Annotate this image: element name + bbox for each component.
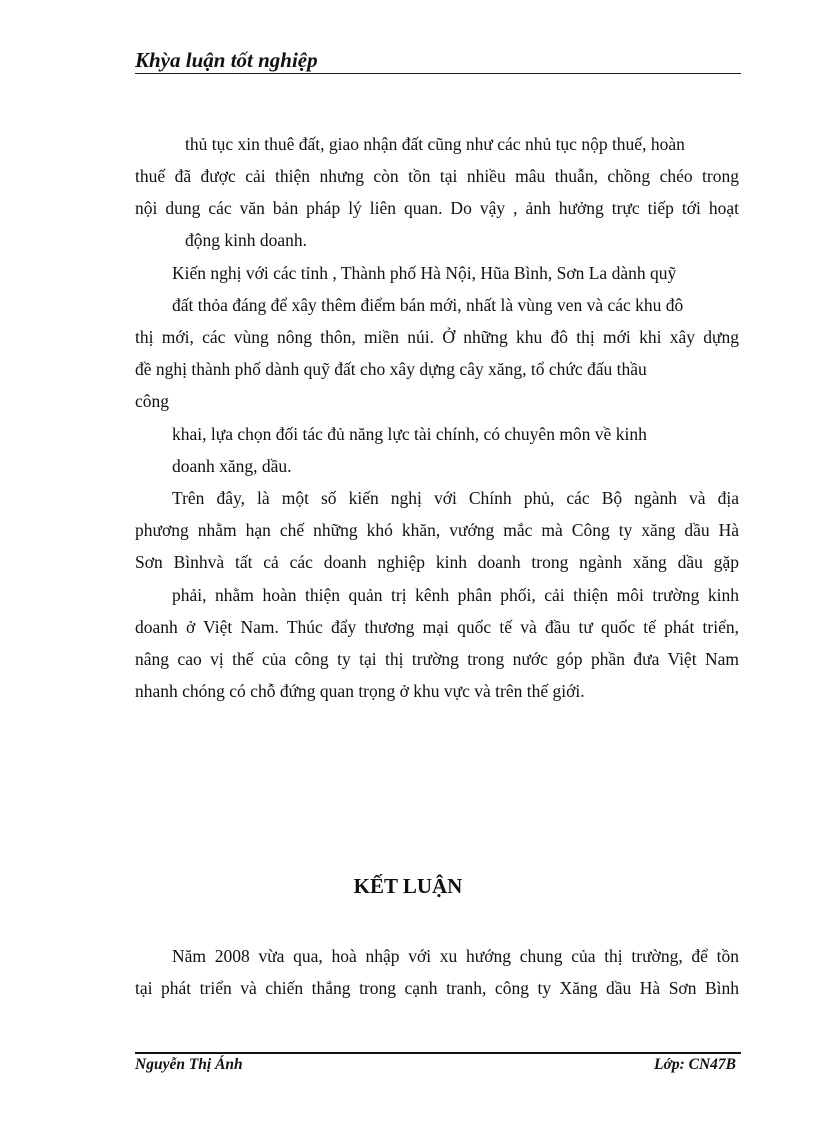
text-line: Năm 2008 vừa qua, hoà nhập với xu hướng chung của thị trường, để tồn xyxy=(172,946,739,966)
footer-divider xyxy=(135,1052,741,1054)
text-line: phải, nhằm hoàn thiện quản trị kênh phân phối, cải thiện môi trường kinh xyxy=(172,585,739,605)
text-line: doanh xăng, dầu. xyxy=(172,456,292,476)
text-line: tại phát triển và chiến thắng trong cạnh tranh, công ty Xăng dầu Hà Sơn Bình xyxy=(135,978,739,998)
footer-class: Lớp: CN47B xyxy=(654,1056,736,1073)
text-line: phương nhằm hạn chế những khó khăn, vướng mắc mà Công ty xăng dầu Hà xyxy=(135,520,739,540)
text-line: khai, lựa chọn đối tác đủ năng lực tài chính, có chuyên môn về kinh xyxy=(172,424,647,444)
page-header-title: Khỳa luận tốt nghiệp xyxy=(135,48,318,72)
text-line: thủ tục xin thuê đất, giao nhận đất cũng như các nhủ tục nộp thuế, hoàn xyxy=(185,134,685,154)
text-line: thuế đã được cải thiện nhưng còn tồn tại nhiều mâu thuẫn, chồng chéo trong xyxy=(135,166,739,186)
text-line: Trên đây, là một số kiến nghị với Chính phủ, các Bộ ngành và địa xyxy=(172,488,739,508)
text-line: Sơn Bìnhvà tất cả các doanh nghiệp kinh doanh trong ngành xăng dầu gặp xyxy=(135,552,739,572)
text-line: nội dung các văn bản pháp lý liên quan. Do vậy , ảnh hưởng trực tiếp tới hoạt xyxy=(135,198,739,218)
text-line: đề nghị thành phố dành quỹ đất cho xây dựng cây xăng, tổ chức đấu thầu xyxy=(135,359,647,379)
text-line: thị mới, các vùng nông thôn, miền núi. Ở những khu đô thị mới khi xây dựng xyxy=(135,327,739,347)
footer-author: Nguyễn Thị Ánh xyxy=(135,1056,243,1073)
text-line: nâng cao vị thế của công ty tại thị trường trong nước góp phần đưa Việt Nam xyxy=(135,649,739,669)
text-line: động kinh doanh. xyxy=(185,230,308,250)
text-line: đất thỏa đáng để xây thêm điểm bán mới, nhất là vùng ven và các khu đô xyxy=(172,295,684,315)
text-line: Kiến nghị với các tỉnh , Thành phố Hà Nội, Hũa Bình, Sơn La dành quỹ xyxy=(172,263,677,283)
text-line: doanh ở Việt Nam. Thúc đẩy thương mại quốc tế và đầu tư quốc tế phát triển, xyxy=(135,617,739,637)
section-heading: KẾT LUẬN xyxy=(353,874,463,898)
text-line: nhanh chóng có chỗ đứng quan trọng ở khu vực và trên thế giới. xyxy=(135,681,585,701)
text-line: công xyxy=(135,391,170,411)
header-divider xyxy=(135,73,741,74)
